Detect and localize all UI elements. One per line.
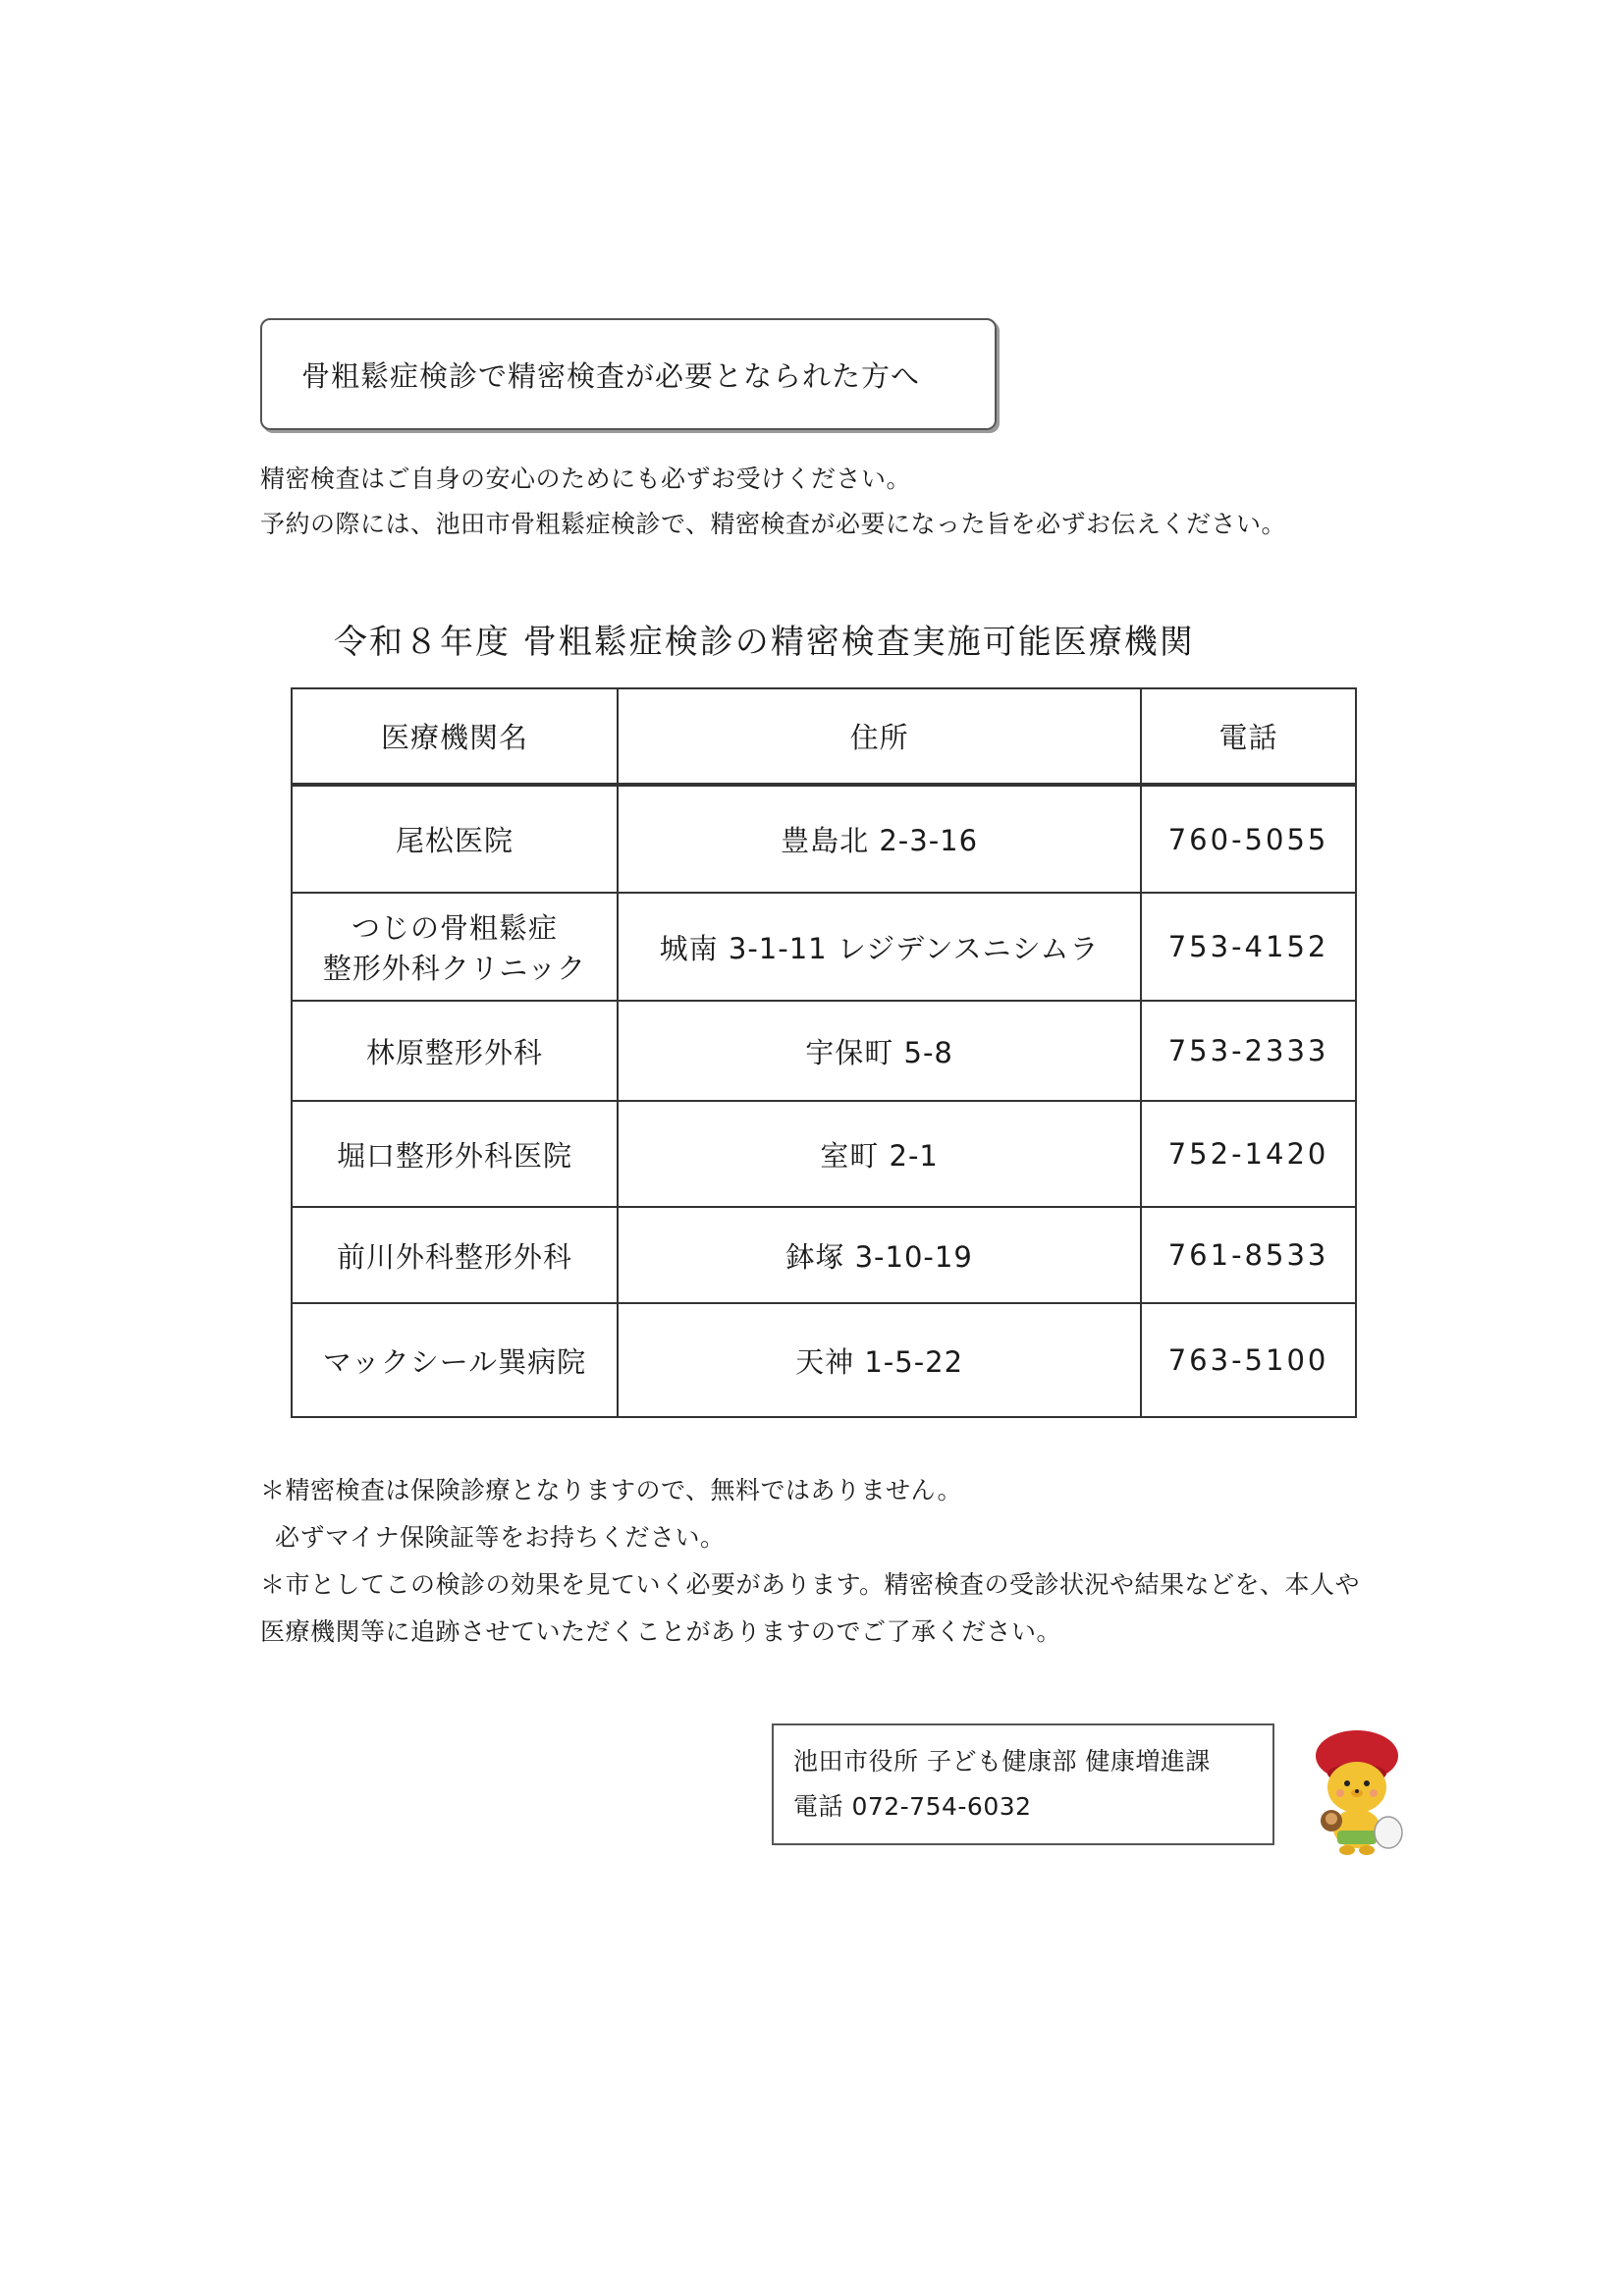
institution-address: 宇保町 5-8 (618, 1001, 1141, 1101)
institution-phone: 752-1420 (1141, 1101, 1356, 1207)
table-row (292, 1303, 1356, 1417)
notice-heading: 骨粗鬆症検診で精密検査が必要となられた方へ (301, 358, 921, 393)
institution-phone: 753-2333 (1141, 1001, 1356, 1101)
contact-box (772, 1723, 1274, 1845)
institution-address: 鉢塚 3-10-19 (618, 1207, 1141, 1303)
institution-name (292, 893, 618, 1001)
mascot-icon (1306, 1726, 1410, 1860)
note-insurance: ＊精密検査は保険診療となりますので、無料ではありません。 (260, 1476, 963, 1504)
institution-phone: 763-5100 (1141, 1303, 1356, 1417)
table-row (292, 1101, 1356, 1207)
institutions-table (291, 687, 1357, 1418)
institution-name-line-2: 整形外科クリニック (322, 952, 587, 985)
institution-name-line-1: つじの骨粗鬆症 (352, 911, 559, 945)
table-header-row (292, 688, 1356, 785)
table-title: 令和８年度 骨粗鬆症検診の精密検査実施可能医療機関 (334, 623, 1195, 662)
table-row (292, 1001, 1356, 1101)
table-row (292, 893, 1356, 1001)
institution-name: 堀口整形外科医院 (292, 1101, 618, 1207)
notice-heading-box (260, 318, 997, 430)
contact-office: 池田市役所 子ども健康部 健康増進課 (793, 1747, 1211, 1776)
institution-name: マックシール巽病院 (292, 1303, 618, 1417)
institution-address: 城南 3-1-11 レジデンスニシムラ (618, 893, 1141, 1001)
contact-phone: 電話 072-754-6032 (793, 1792, 1032, 1821)
institution-name: 尾松医院 (292, 785, 618, 893)
table-row (292, 1207, 1356, 1303)
institution-name: 林原整形外科 (292, 1001, 618, 1101)
note-followup-2: 医療機関等に追跡させていただくことがありますのでご了承ください。 (260, 1617, 1062, 1646)
institution-phone: 760-5055 (1141, 785, 1356, 893)
institution-phone: 753-4152 (1141, 893, 1356, 1001)
note-followup-1: ＊市としてこの検診の効果を見ていく必要があります。精密検査の受診状況や結果などを、本人や (260, 1570, 1361, 1599)
note-bring-card: 必ずマイナ保険証等をお持ちください。 (275, 1523, 726, 1552)
intro-line-2: 予約の際には、池田市骨粗鬆症検診で、精密検査が必要になった旨を必ずお伝えください。 (260, 510, 1287, 538)
institution-address: 室町 2-1 (618, 1101, 1141, 1207)
intro-line-1: 精密検査はご自身の安心のためにも必ずお受けください。 (260, 465, 912, 493)
header-name: 医療機関名 (292, 688, 618, 785)
institution-address: 天神 1-5-22 (618, 1303, 1141, 1417)
institution-phone: 761-8533 (1141, 1207, 1356, 1303)
table-row (292, 785, 1356, 893)
institution-name: 前川外科整形外科 (292, 1207, 618, 1303)
header-phone: 電話 (1141, 688, 1356, 785)
header-address: 住所 (618, 688, 1141, 785)
institution-address: 豊島北 2-3-16 (618, 785, 1141, 893)
